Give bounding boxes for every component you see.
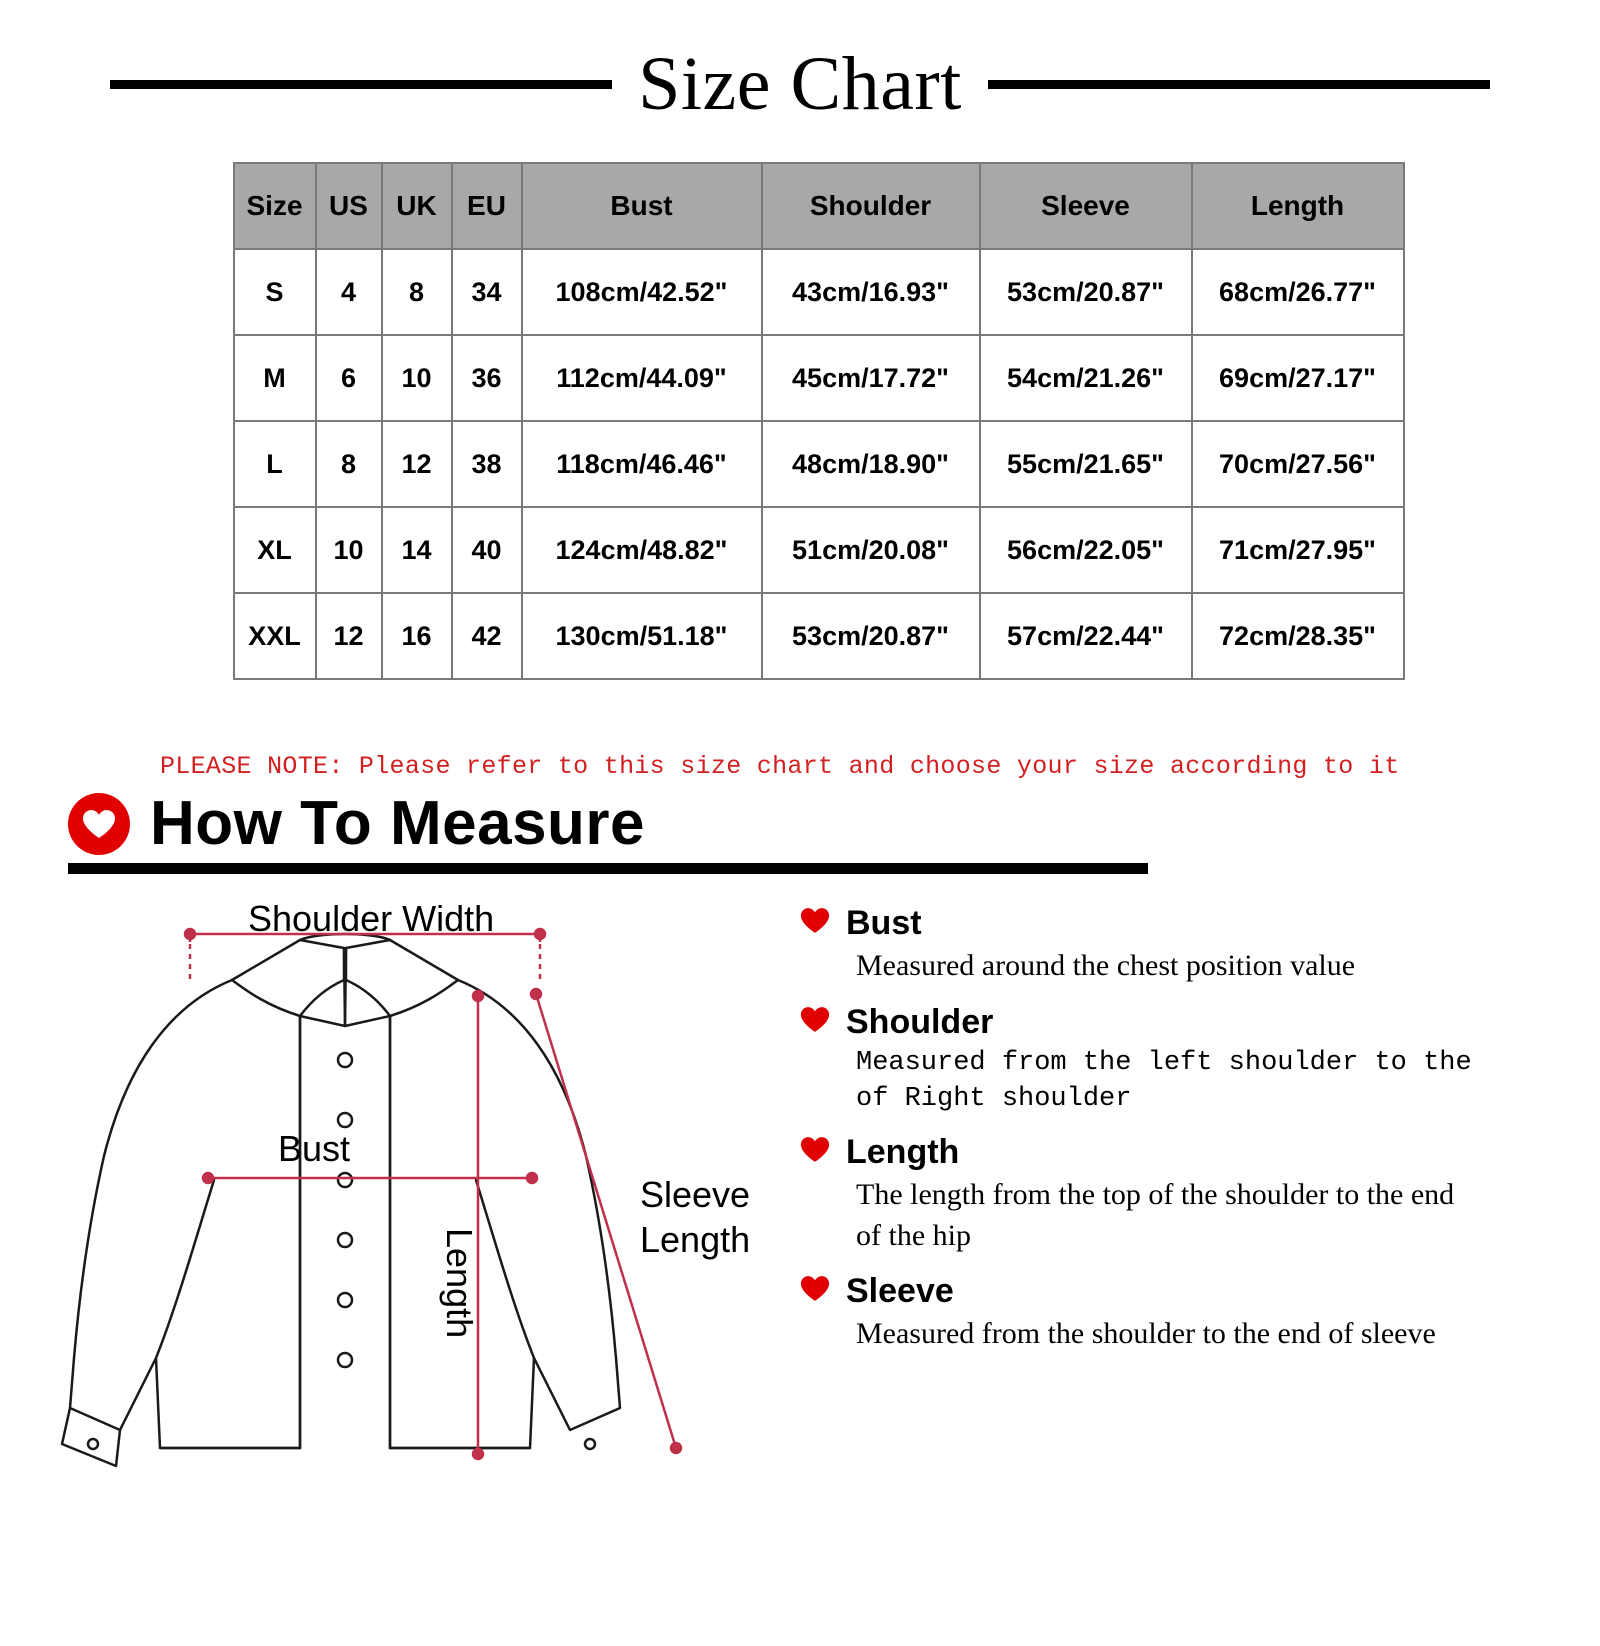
cell-uk: 8: [382, 249, 452, 335]
definition-term: Shoulder: [846, 1002, 994, 1041]
cell-bust: 124cm/48.82": [522, 507, 762, 593]
definition-shoulder-head: [800, 1002, 1500, 1041]
how-to-measure-title: How To Measure: [150, 789, 646, 858]
heart-icon: [800, 1136, 830, 1168]
definition-length: [800, 1135, 1500, 1256]
cell-size: XXL: [234, 593, 316, 679]
cell-uk: 16: [382, 593, 452, 679]
cell-bust: 108cm/42.52": [522, 249, 762, 335]
cell-us: 12: [316, 593, 382, 679]
table-row: [234, 249, 1404, 335]
label-sleeve-length: [640, 1172, 750, 1262]
column-header-uk: UK: [382, 163, 452, 249]
cell-size: M: [234, 335, 316, 421]
cell-eu: 40: [452, 507, 522, 593]
cell-us: 4: [316, 249, 382, 335]
column-header-sleeve: Sleeve: [980, 163, 1192, 249]
cell-us: 10: [316, 507, 382, 593]
cell-uk: 12: [382, 421, 452, 507]
cell-us: 8: [316, 421, 382, 507]
cell-sleeve: 54cm/21.26": [980, 335, 1192, 421]
cell-uk: 10: [382, 335, 452, 421]
garment-illustration: [0, 888, 800, 1513]
cell-size: L: [234, 421, 316, 507]
definition-length-head: [800, 1133, 1500, 1172]
cell-us: 6: [316, 335, 382, 421]
cell-shoulder: 43cm/16.93": [762, 249, 980, 335]
cell-length: 71cm/27.95": [1192, 507, 1404, 593]
definition-bust: [800, 906, 1500, 987]
size-chart-table: [233, 162, 1405, 680]
title-rule-right: [988, 80, 1490, 89]
definition-term: Sleeve: [846, 1272, 954, 1311]
cell-size: S: [234, 249, 316, 335]
table-row: [234, 507, 1404, 593]
definition-description: Measured from the left shoulder to the of Right shoulder: [856, 1047, 1472, 1114]
label-shoulder-width: Shoulder Width: [248, 898, 495, 939]
page-title: Size Chart: [638, 42, 962, 126]
table-row: [234, 593, 1404, 679]
heart-icon: [800, 907, 830, 939]
definition-shoulder: [800, 1002, 1500, 1118]
cell-length: 70cm/27.56": [1192, 421, 1404, 507]
cell-shoulder: 48cm/18.90": [762, 421, 980, 507]
label-bust: Bust: [278, 1128, 351, 1169]
cell-length: 72cm/28.35": [1192, 593, 1404, 679]
cell-bust: 118cm/46.46": [522, 421, 762, 507]
cell-eu: 36: [452, 335, 522, 421]
how-to-measure-header: [0, 789, 1600, 858]
please-note-text: PLEASE NOTE: Please refer to this size chart and choose your size according to it: [160, 752, 1400, 781]
cell-length: 69cm/27.17": [1192, 335, 1404, 421]
title-rule-left: [110, 80, 612, 89]
cell-size: XL: [234, 507, 316, 593]
column-header-eu: EU: [452, 163, 522, 249]
definition-term: Length: [846, 1133, 960, 1172]
definition-bust-head: [800, 906, 1500, 940]
cell-uk: 14: [382, 507, 452, 593]
cell-sleeve: 57cm/22.44": [980, 593, 1192, 679]
definition-description: Measured from the shoulder to the end of sleeve: [856, 1317, 1436, 1351]
column-header-length: Length: [1192, 163, 1404, 249]
heart-icon: [800, 1006, 830, 1038]
label-length: Length: [439, 1228, 480, 1339]
cell-bust: 130cm/51.18": [522, 593, 762, 679]
cell-shoulder: 45cm/17.72": [762, 335, 980, 421]
cell-eu: 38: [452, 421, 522, 507]
column-header-bust: Bust: [522, 163, 762, 249]
table-row: [234, 335, 1404, 421]
how-to-measure-underline: [68, 863, 1148, 874]
definition-term: Bust: [846, 904, 922, 942]
label-sleeve-line1: Sleeve: [640, 1174, 751, 1215]
cell-sleeve: 56cm/22.05": [980, 507, 1192, 593]
cell-sleeve: 55cm/21.65": [980, 421, 1192, 507]
cell-eu: 42: [452, 593, 522, 679]
cell-length: 68cm/26.77": [1192, 249, 1404, 335]
cell-shoulder: 51cm/20.08": [762, 507, 980, 593]
definition-description: The length from the top of the shoulder to the end of the hip: [856, 1178, 1455, 1252]
table-header-row: [234, 163, 1404, 249]
definition-sleeve: [800, 1274, 1500, 1355]
column-header-size: Size: [234, 163, 316, 249]
page-title-row: [0, 42, 1600, 126]
size-table-wrapper: [233, 162, 1376, 680]
cell-sleeve: 53cm/20.87": [980, 249, 1192, 335]
table-row: [234, 421, 1404, 507]
measure-content: [0, 888, 1600, 1513]
cell-bust: 112cm/44.09": [522, 335, 762, 421]
cell-shoulder: 53cm/20.87": [762, 593, 980, 679]
heart-icon: [800, 1275, 830, 1307]
cell-eu: 34: [452, 249, 522, 335]
measure-definitions: [800, 888, 1500, 1513]
column-header-shoulder: Shoulder: [762, 163, 980, 249]
heart-badge-icon: [68, 793, 130, 855]
definition-sleeve-head: [800, 1272, 1500, 1311]
definition-description: Measured around the chest position value: [856, 949, 1356, 982]
column-header-us: US: [316, 163, 382, 249]
label-sleeve-line2: Length: [640, 1219, 751, 1260]
